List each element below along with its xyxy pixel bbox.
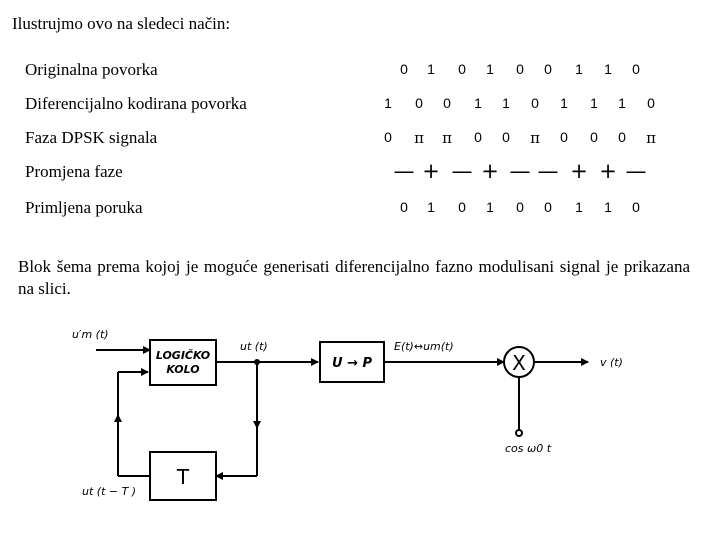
table-cell: 0 xyxy=(502,129,510,145)
branch-node xyxy=(254,359,260,365)
table-cell: π xyxy=(646,129,656,147)
table-cell: 1 xyxy=(427,61,435,77)
table-cell: 0 xyxy=(400,199,408,215)
dpsk-block-diagram xyxy=(0,300,720,540)
table-cell: 1 xyxy=(474,95,482,111)
table-cell: 1 xyxy=(604,61,612,77)
table-cell: 0 xyxy=(516,61,524,77)
multiplier-symbol: X xyxy=(512,351,526,375)
table-cell: 1 xyxy=(575,199,583,215)
table-cell: 0 xyxy=(458,199,466,215)
table-cell: π xyxy=(414,129,424,147)
table-cell: 1 xyxy=(560,95,568,111)
et-label: E(t)↔um(t) xyxy=(394,340,454,353)
table-cell: 1 xyxy=(427,199,435,215)
row-label: Originalna povorka xyxy=(25,60,158,79)
table-cell: 1 xyxy=(604,199,612,215)
table-cell: 1 xyxy=(486,199,494,215)
row-label: Primljena poruka xyxy=(25,198,143,217)
table-cell: + xyxy=(422,159,440,183)
feedback-label: ut (t − T ) xyxy=(82,485,137,498)
table-cell: 0 xyxy=(647,95,655,111)
table-cell: 0 xyxy=(632,199,640,215)
table-cell: 0 xyxy=(415,95,423,111)
table-cell: — xyxy=(393,159,415,183)
table-cell: 1 xyxy=(590,95,598,111)
table-cell: 0 xyxy=(400,61,408,77)
row-label: Diferencijalno kodirana povorka xyxy=(25,94,247,113)
table-cell: 1 xyxy=(618,95,626,111)
ut-label: ut (t) xyxy=(240,340,268,353)
table-cell: 1 xyxy=(486,61,494,77)
table-cell: + xyxy=(481,159,499,183)
table-cell: — xyxy=(625,159,647,183)
delay-block-label: T xyxy=(176,465,190,489)
carrier-terminal xyxy=(516,430,522,436)
description-paragraph: Blok šema prema kojoj je moguće generisati diferencijalno fazno modulisani signal je prikazana na slici. xyxy=(18,257,690,298)
logic-block-label-2: KOLO xyxy=(166,363,200,376)
converter-label: U → P xyxy=(331,356,373,371)
table-cell: 1 xyxy=(384,95,392,111)
table-cell: 1 xyxy=(502,95,510,111)
table-cell: + xyxy=(599,159,617,183)
table-cell: 0 xyxy=(618,129,626,145)
row-label: Faza DPSK signala xyxy=(25,128,158,147)
table-cell: 0 xyxy=(516,199,524,215)
table-cell: 0 xyxy=(443,95,451,111)
page-heading: Ilustrujmo ovo na sledeci način: xyxy=(12,14,231,33)
table-cell: — xyxy=(451,159,473,183)
row-label: Promjena faze xyxy=(25,162,123,181)
table-cell: 0 xyxy=(560,129,568,145)
table-cell: 0 xyxy=(531,95,539,111)
logic-block-label-1: LOGIČKO xyxy=(155,349,211,362)
table-cell: 0 xyxy=(544,199,552,215)
table-cell: — xyxy=(537,159,559,183)
table-cell: 0 xyxy=(458,61,466,77)
table-cell: 0 xyxy=(384,129,392,145)
output-label: v (t) xyxy=(600,356,623,369)
table-cell: 0 xyxy=(544,61,552,77)
table-cell: 0 xyxy=(632,61,640,77)
table-cell: 1 xyxy=(575,61,583,77)
carrier-label: cos ω0 t xyxy=(505,442,552,455)
table-cell: — xyxy=(509,159,531,183)
table-cell: π xyxy=(442,129,452,147)
table-cell: 0 xyxy=(590,129,598,145)
table-cell: π xyxy=(530,129,540,147)
table-cell: 0 xyxy=(474,129,482,145)
input-label: u′m (t) xyxy=(72,328,109,341)
table-cell: + xyxy=(570,159,588,183)
